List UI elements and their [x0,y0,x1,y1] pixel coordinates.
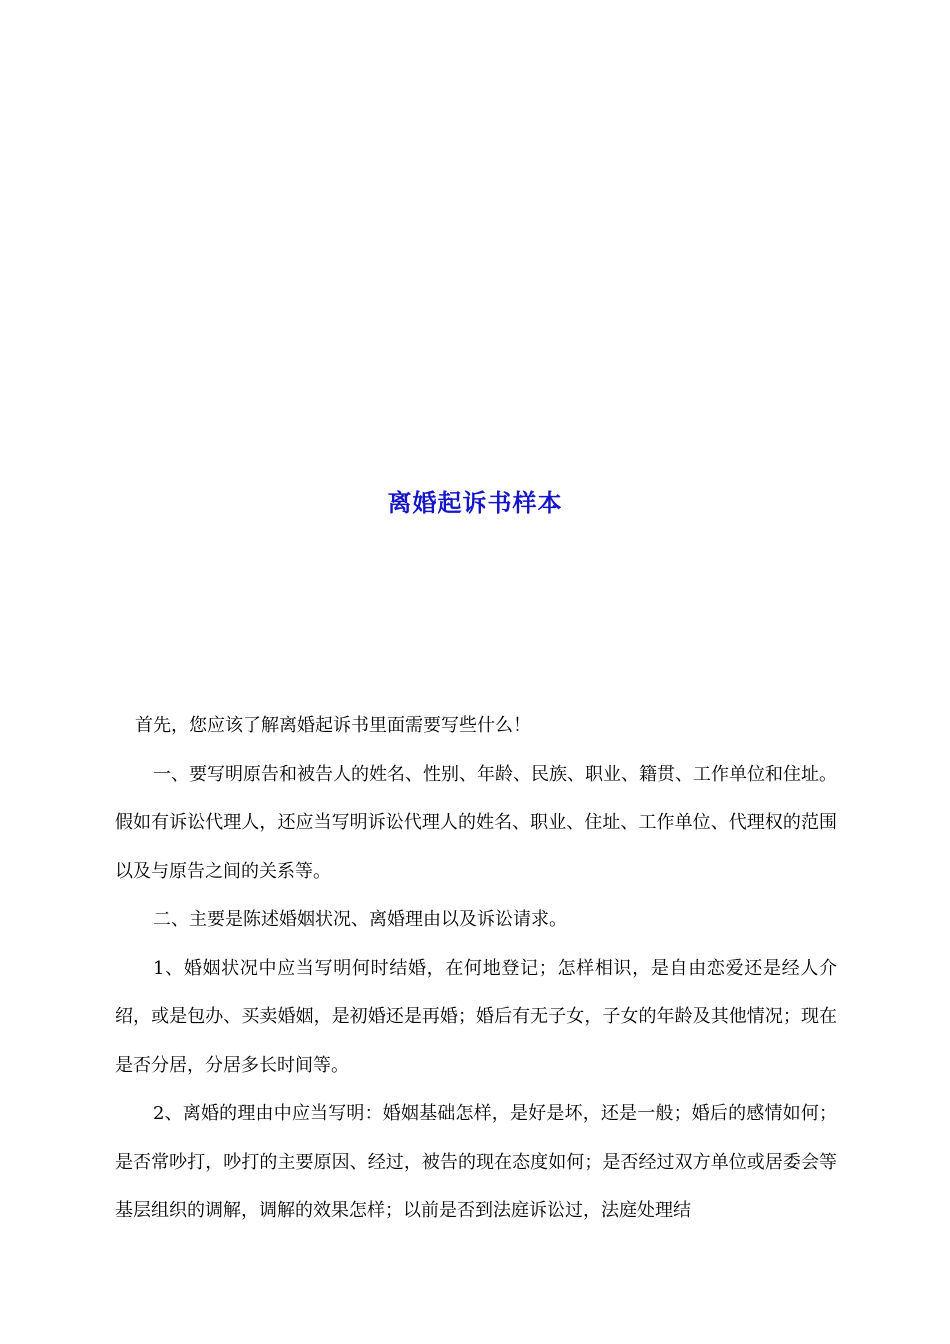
section-one-paragraph: 一、要写明原告和被告人的姓名、性别、年龄、民族、职业、籍贯、工作单位和住址。假如有诉讼代理人，还应当写明诉讼代理人的姓名、职业、住址、工作单位、代理权的范围以及与原告之间的关系等。 [115,763,837,882]
document-body [115,702,837,1236]
marriage-status-paragraph: 1、婚姻状况中应当写明何时结婚，在何地登记；怎样相识，是自由恋爱还是经人介绍，或是包办、买卖婚姻，是初婚还是再婚；婚后有无子女，子女的年龄及其他情况；现在是否分居，分居多长时间等。 [115,957,837,1076]
intro-paragraph: 首先，您应该了解离婚起诉书里面需要写些什么！ [135,715,531,736]
document-title: 离婚起诉书样本 [387,489,563,517]
section-two-paragraph: 二、主要是陈述婚姻状况、离婚理由以及诉讼请求。 [153,909,567,930]
divorce-reason-paragraph: 2、离婚的理由中应当写明：婚姻基础怎样，是好是坏，还是一般；婚后的感情如何；是否常吵打，吵打的主要原因、经过，被告的现在态度如何；是否经过双方单位或居委会等基层组织的调解，调解的效果怎样；以前是否到法庭诉讼过，法庭处理结 [115,1103,837,1221]
